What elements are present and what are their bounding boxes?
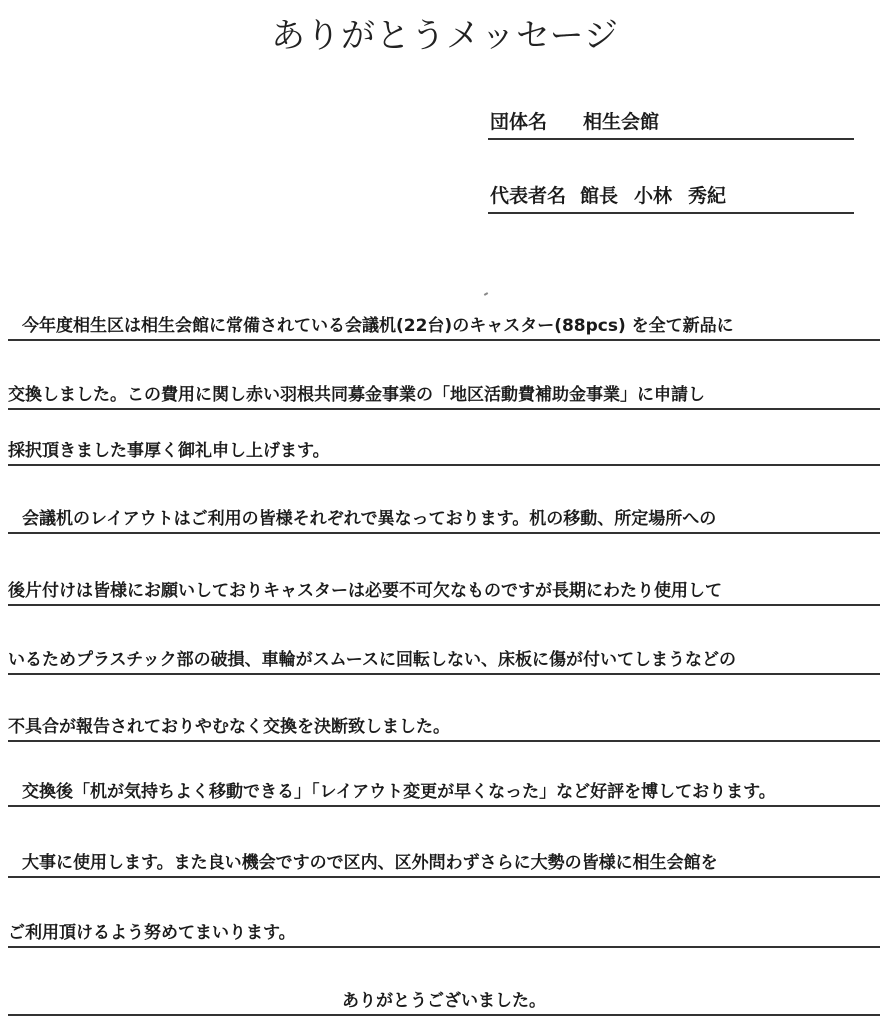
closing-line: ありがとうございました。 — [8, 980, 880, 1016]
representative-given-name: 秀紀 — [688, 185, 727, 207]
organization-value: 相生会館 — [583, 111, 660, 133]
document-title: ありがとうメッセージ — [271, 16, 619, 56]
representative-label: 代表者名 — [490, 185, 567, 207]
body-line: 今年度相生区は相生会館に常備されている会議机(22台)のキャスター(88pcs) を全て新品に — [8, 305, 880, 341]
body-line: 交換後「机が気持ちよく移動できる」「レイアウト変更が早くなった」など好評を博しております。 — [8, 771, 880, 807]
body-line: いるためプラスチック部の破損、車輪がスムースに回転しない、床板に傷が付いてしまうなどの — [8, 639, 880, 675]
representative-position: 館長 — [580, 185, 619, 207]
organization-label: 団体名 — [490, 111, 548, 133]
body-line: 会議机のレイアウトはご利用の皆様それぞれで異なっております。机の移動、所定場所への — [8, 498, 880, 534]
body-line: 大事に使用します。また良い機会ですので区内、区外問わずさらに大勢の皆様に相生会館を — [8, 842, 880, 878]
body-line: 不具合が報告されておりやむなく交換を決断致しました。 — [8, 706, 880, 742]
body-line: 交換しました。この費用に関し赤い羽根共同募金事業の「地区活動費補助金事業」に申請し — [8, 374, 880, 410]
representative-family-name: 小林 — [634, 185, 673, 207]
body-line: 採択頂きました事厚く御礼申し上げます。 — [8, 430, 880, 466]
body-line: 後片付けは皆様にお願いしておりキャスターは必要不可欠なものですが長期にわたり使用して — [8, 570, 880, 606]
body-line: ご利用頂けるよう努めてまいります。 — [8, 912, 880, 948]
